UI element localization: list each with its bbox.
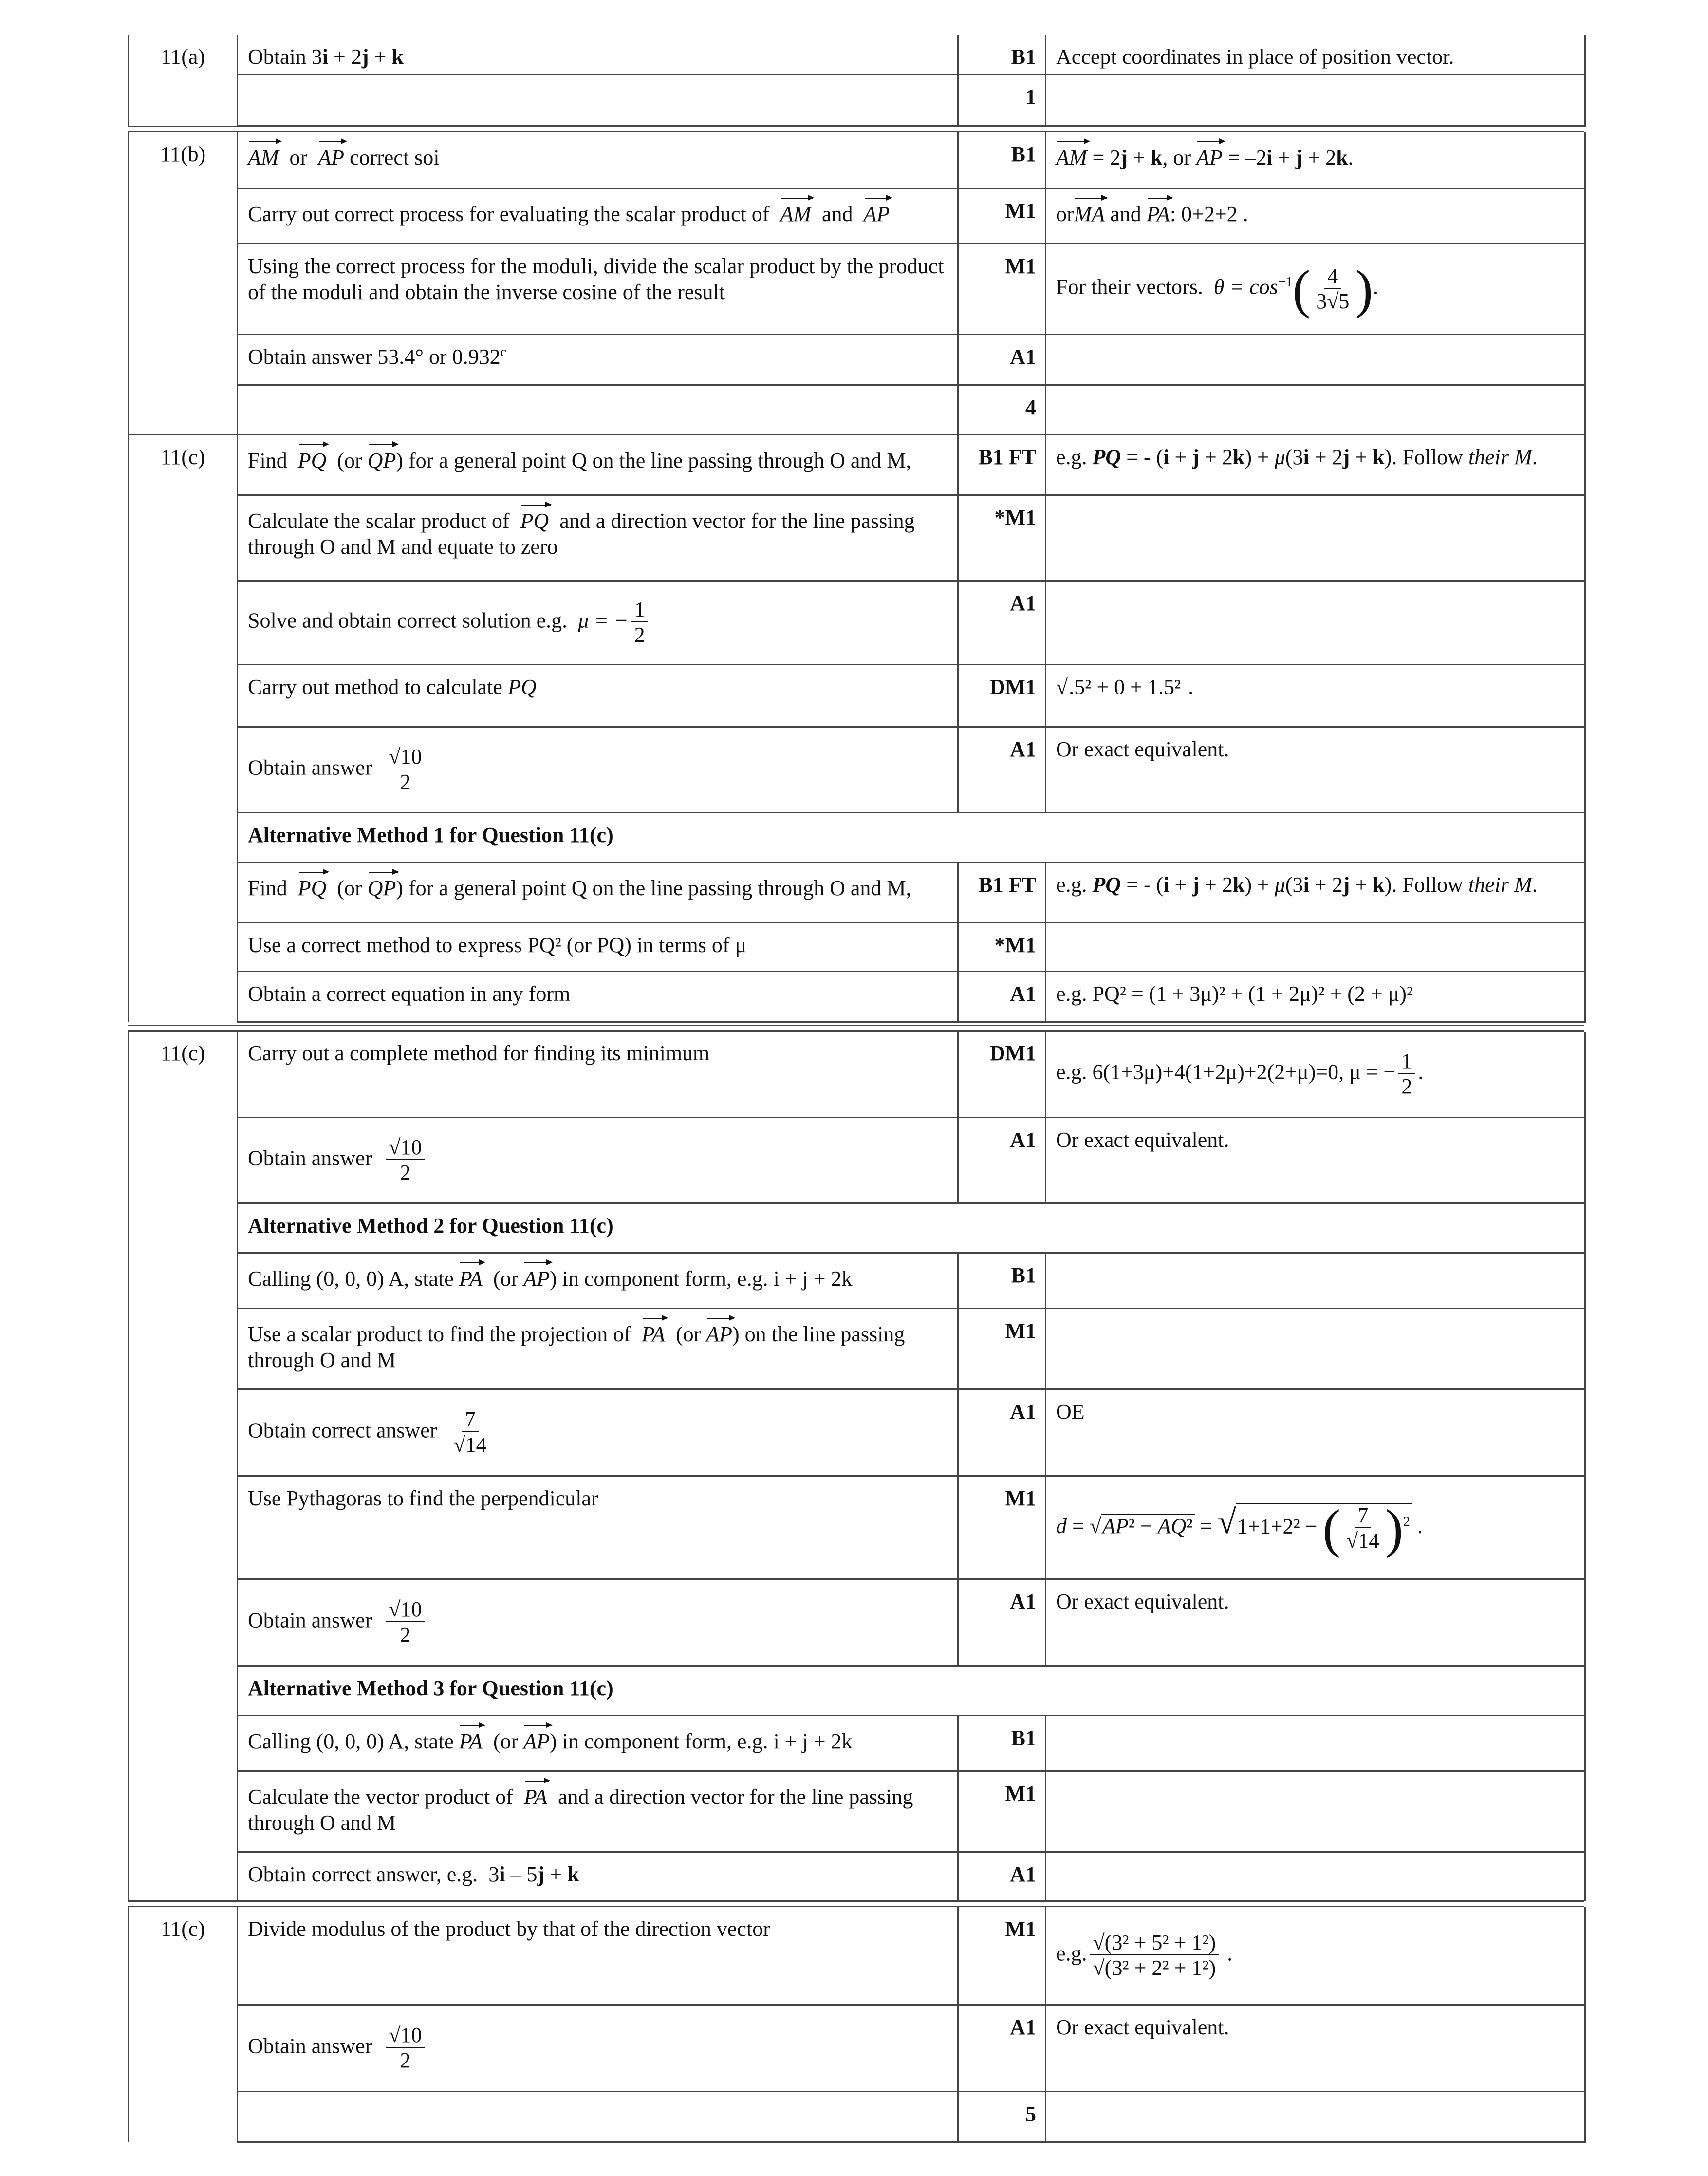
guidance-cell: AM = 2j + k, or AP = –2i + j + 2k. bbox=[1046, 132, 1585, 188]
mark-cell: M1 bbox=[958, 244, 1046, 334]
mark-cell: B1 bbox=[958, 35, 1046, 74]
mark-cell: A1 bbox=[958, 1579, 1046, 1666]
mark-cell: *M1 bbox=[958, 922, 1046, 971]
answer-cell: Calling (0, 0, 0) A, state PA (or AP) in component form, e.g. i + j + 2k bbox=[238, 1715, 958, 1771]
guidance-cell bbox=[1046, 1852, 1585, 1900]
guidance-cell bbox=[1046, 581, 1585, 664]
answer-cell: Solve and obtain correct solution e.g. μ = − $\frac{1}{2}$ bbox=[238, 581, 958, 664]
answer-cell: Using the correct process for the moduli, divide the scalar product by the product of the moduli and obtain the inverse cosine of the result bbox=[238, 244, 958, 334]
alternative-method-heading: Alternative Method 1 for Question 11(c) bbox=[238, 812, 1585, 862]
answer-cell: Use a scalar product to find the projection of PA (or AP) on the line passing through O and M bbox=[238, 1308, 958, 1389]
question-number: 11(a) bbox=[129, 35, 238, 126]
answer-cell: Obtain answer $\frac{√10}{2}$ bbox=[238, 1117, 958, 1203]
guidance-cell: Or exact equivalent. bbox=[1046, 2005, 1585, 2091]
answer-cell bbox=[238, 385, 958, 434]
mark-cell: B1 bbox=[958, 1715, 1046, 1771]
mark-cell: A1 bbox=[958, 1117, 1046, 1203]
answer-cell: AM or AP correct soi bbox=[238, 132, 958, 188]
guidance-cell bbox=[1046, 334, 1585, 385]
guidance-cell: Or exact equivalent. bbox=[1046, 1117, 1585, 1203]
guidance-cell bbox=[1046, 1715, 1585, 1771]
answer-cell: Obtain 3i + 2j + k bbox=[238, 35, 958, 74]
vector-am: AM bbox=[248, 141, 279, 169]
guidance-cell bbox=[1046, 495, 1585, 581]
section-separator bbox=[128, 126, 1584, 132]
guidance-cell: Accept coordinates in place of position vector. bbox=[1046, 35, 1585, 74]
answer-cell: Carry out correct process for evaluating the scalar product of AM and AP bbox=[238, 188, 958, 244]
mark-cell: M1 bbox=[958, 1771, 1046, 1852]
question-number: 11(c) bbox=[129, 434, 238, 1022]
section-separator bbox=[128, 1025, 1584, 1032]
guidance-cell: orMA and PA: 0+2+2 . bbox=[1046, 188, 1585, 244]
question-number: 11(c) bbox=[129, 1032, 238, 1900]
guidance-cell: e.g. PQ = - (i + j + 2k) + μ(3i + 2j + k). Follow their M. bbox=[1046, 862, 1585, 922]
guidance-cell bbox=[1046, 922, 1585, 971]
vector-ap: AP bbox=[318, 141, 344, 169]
mark-cell: A1 bbox=[958, 1389, 1046, 1476]
guidance-cell: e.g. PQ² = (1 + 3μ)² + (1 + 2μ)² + (2 + μ)² bbox=[1046, 971, 1585, 1022]
mark-cell: M1 bbox=[958, 1907, 1046, 2005]
mark-table-11c-final bbox=[128, 1907, 1586, 2143]
mark-cell: B1 bbox=[958, 132, 1046, 188]
answer-cell: Calculate the vector product of PA and a direction vector for the line passing through O and M bbox=[238, 1771, 958, 1852]
answer-cell: Obtain correct answer $\frac{7}{√14}$ bbox=[238, 1389, 958, 1476]
total-mark-cell: 5 bbox=[958, 2091, 1046, 2142]
mark-cell: B1 FT bbox=[958, 862, 1046, 922]
guidance-cell bbox=[1046, 1771, 1585, 1852]
guidance-cell: √.5² + 0 + 1.5² . bbox=[1046, 664, 1585, 727]
mark-cell: *M1 bbox=[958, 495, 1046, 581]
mark-cell: DM1 bbox=[958, 1032, 1046, 1117]
guidance-cell bbox=[1046, 1308, 1585, 1389]
section-separator bbox=[128, 1900, 1584, 1907]
guidance-cell: Or exact equivalent. bbox=[1046, 727, 1585, 812]
mark-cell: B1 bbox=[958, 1253, 1046, 1308]
answer-cell: Find PQ (or QP) for a general point Q on the line passing through O and M, bbox=[238, 434, 958, 495]
mark-table-11b-11c bbox=[128, 132, 1586, 1023]
answer-cell: Use a correct method to express PQ² (or PQ) in terms of μ bbox=[238, 922, 958, 971]
mark-table-11a bbox=[128, 35, 1586, 127]
answer-cell: Use Pythagoras to find the perpendicular bbox=[238, 1476, 958, 1579]
mark-cell: A1 bbox=[958, 581, 1046, 664]
guidance-cell bbox=[1046, 2091, 1585, 2142]
mark-cell: A1 bbox=[958, 334, 1046, 385]
answer-cell: Divide modulus of the product by that of the direction vector bbox=[238, 1907, 958, 2005]
question-number: 11(c) bbox=[129, 1907, 238, 2142]
mark-cell: M1 bbox=[958, 188, 1046, 244]
total-mark-cell: 4 bbox=[958, 385, 1046, 434]
question-number: 11(b) bbox=[129, 132, 238, 434]
answer-cell: Carry out method to calculate PQ bbox=[238, 664, 958, 727]
guidance-cell: d = √AP² − AQ² = √1+1+2² − ( $\frac{7}{√14}$ )$^2$ . bbox=[1046, 1476, 1585, 1579]
mark-cell: A1 bbox=[958, 727, 1046, 812]
mark-cell: A1 bbox=[958, 971, 1046, 1022]
guidance-cell bbox=[1046, 74, 1585, 126]
guidance-cell bbox=[1046, 385, 1585, 434]
mark-table-11c-continued bbox=[128, 1032, 1586, 1901]
answer-cell: Obtain a correct equation in any form bbox=[238, 971, 958, 1022]
guidance-cell: For their vectors. $\theta = \cos^{-1}$( $\frac{4}{3√5}$ ). bbox=[1046, 244, 1585, 334]
mark-cell: M1 bbox=[958, 1308, 1046, 1389]
answer-cell: Calling (0, 0, 0) A, state PA (or AP) in component form, e.g. i + j + 2k bbox=[238, 1253, 958, 1308]
answer-cell bbox=[238, 74, 958, 126]
alternative-method-heading: Alternative Method 2 for Question 11(c) bbox=[238, 1203, 1585, 1253]
guidance-cell: e.g. 6(1+3μ)+4(1+2μ)+2(2+μ)=0, μ = − $\frac{1}{2}$ . bbox=[1046, 1032, 1585, 1117]
answer-cell: Carry out a complete method for finding its minimum bbox=[238, 1032, 958, 1117]
guidance-cell bbox=[1046, 1253, 1585, 1308]
guidance-cell: e.g. PQ = - (i + j + 2k) + μ(3i + 2j + k). Follow their M. bbox=[1046, 434, 1585, 495]
answer-cell: Obtain answer $\frac{√10}{2}$ bbox=[238, 727, 958, 812]
answer-cell: Find PQ (or QP) for a general point Q on the line passing through O and M, bbox=[238, 862, 958, 922]
mark-cell: DM1 bbox=[958, 664, 1046, 727]
guidance-cell: OE bbox=[1046, 1389, 1585, 1476]
guidance-cell: e.g. $\frac{\text{√(3² + 5² + 1²)}}{\text{√(3² + 2² + 1²)}}$ . bbox=[1046, 1907, 1585, 2005]
mark-cell: M1 bbox=[958, 1476, 1046, 1579]
answer-cell bbox=[238, 2091, 958, 2142]
answer-cell: Obtain correct answer, e.g. 3i – 5j + k bbox=[238, 1852, 958, 1900]
total-mark-cell: 1 bbox=[958, 74, 1046, 126]
answer-cell: Calculate the scalar product of PQ and a direction vector for the line passing through O and M and equate to zero bbox=[238, 495, 958, 581]
mark-cell: A1 bbox=[958, 2005, 1046, 2091]
answer-cell: Obtain answer 53.4° or 0.932$^c$ bbox=[238, 334, 958, 385]
alternative-method-heading: Alternative Method 3 for Question 11(c) bbox=[238, 1666, 1585, 1715]
mark-cell: B1 FT bbox=[958, 434, 1046, 495]
guidance-cell: Or exact equivalent. bbox=[1046, 1579, 1585, 1666]
answer-cell: Obtain answer $\frac{√10}{2}$ bbox=[238, 2005, 958, 2091]
mark-cell: A1 bbox=[958, 1852, 1046, 1900]
answer-cell: Obtain answer $\frac{√10}{2}$ bbox=[238, 1579, 958, 1666]
